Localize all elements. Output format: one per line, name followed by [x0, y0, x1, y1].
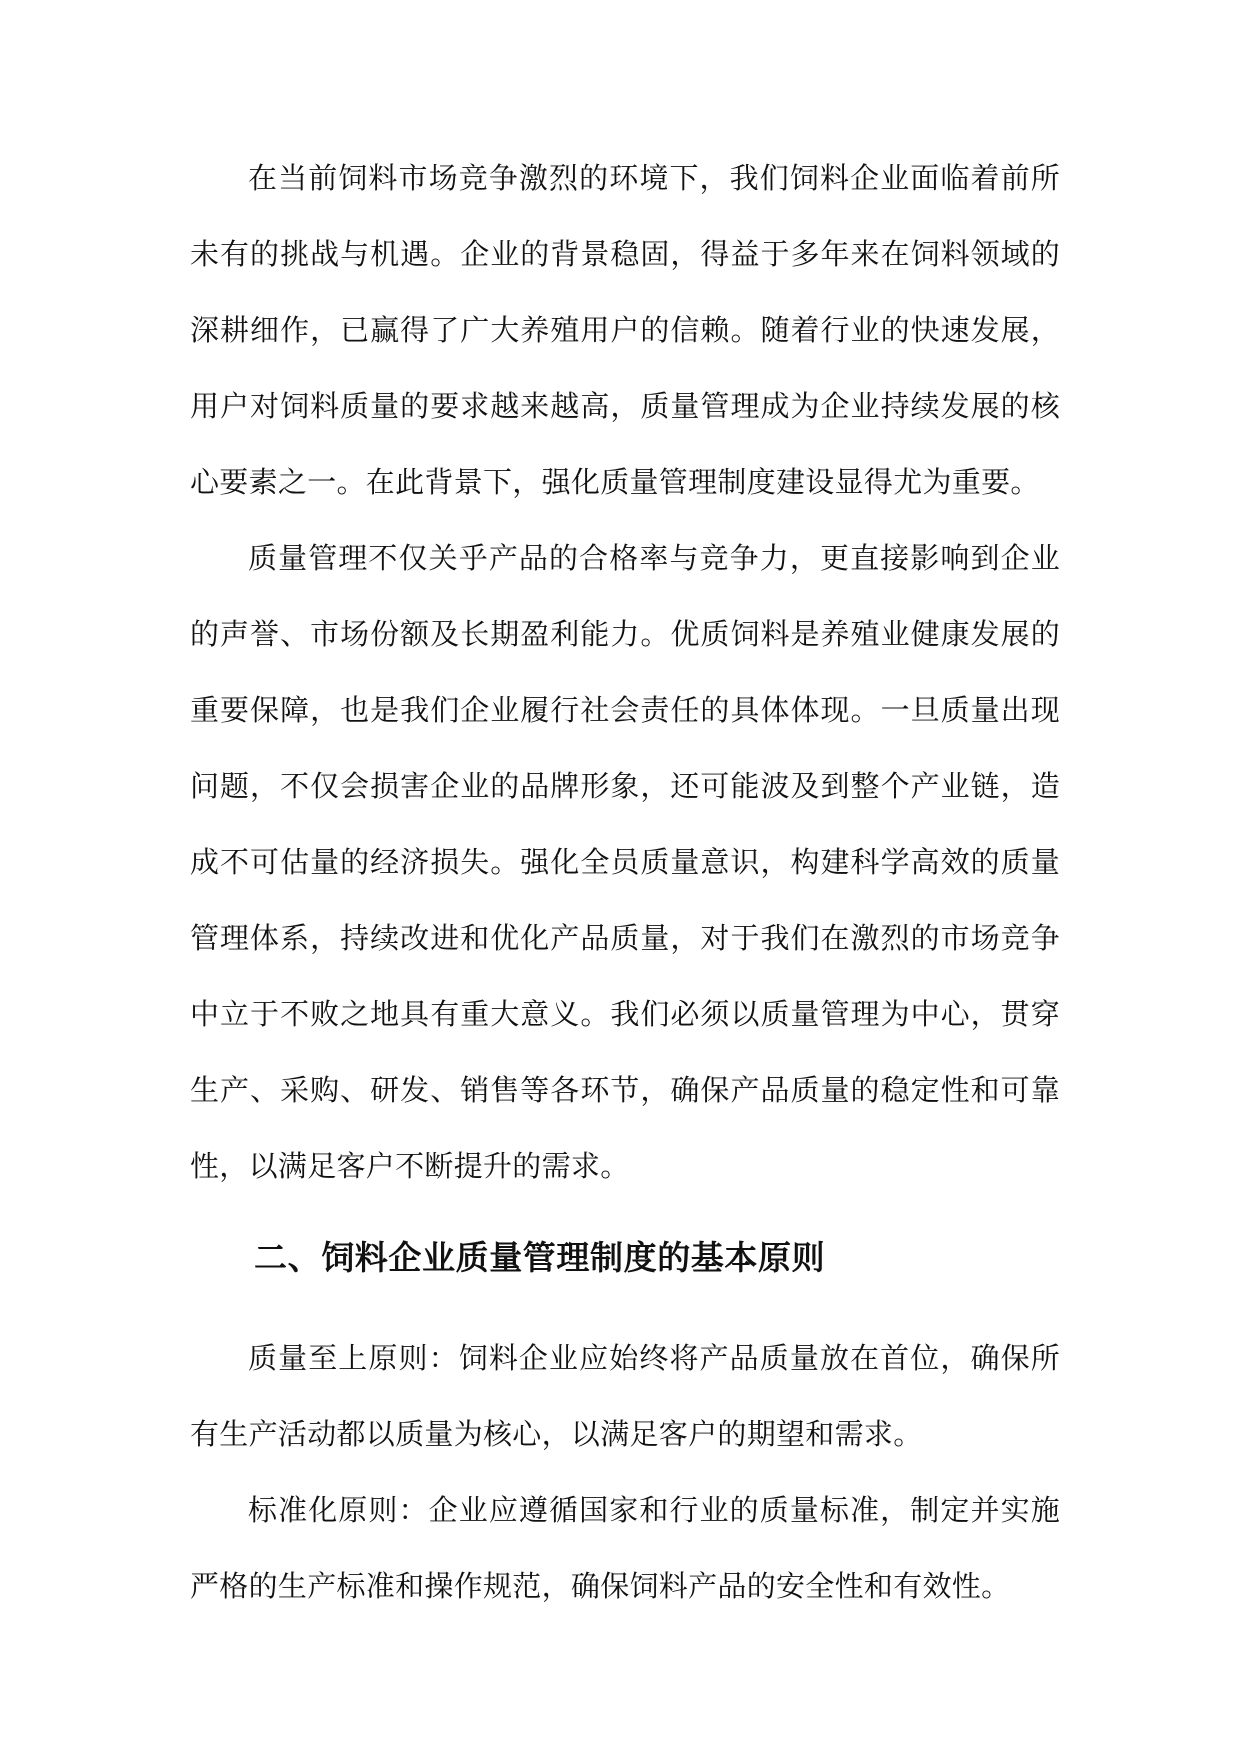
body-paragraph: 质量至上原则：饲料企业应始终将产品质量放在首位，确保所有生产活动都以质量为核心，以满足客户的期望和需求。	[190, 1341, 1060, 1451]
body-paragraph: 质量管理不仅关乎产品的合格率与竞争力，更直接影响到企业的声誉、市场份额及长期盈利能力。优质饲料是养殖业健康发展的重要保障，也是我们企业履行社会责任的具体体现。一旦质量出现问题，不仅会损害企业的品牌形象，还可能波及到整个产业链，造成不可估量的经济损失。强化全员质量意识，构建科学高效的质量管理体系，持续改进和优化产品质量，对于我们在激烈的市场竞争中立于不败之地具有重大意义。我们必须以质量管理为中心，贯穿生产、采购、研发、销售等各环节，确保产品质量的稳定性和可靠性，以满足客户不断提升的需求。	[190, 541, 1060, 1183]
document-body	[190, 140, 1060, 1624]
section-heading: 二、饲料企业质量管理制度的基本原则	[254, 1238, 826, 1277]
body-paragraph: 标准化原则：企业应遵循国家和行业的质量标准，制定并实施严格的生产标准和操作规范，确保饲料产品的安全性和有效性。	[190, 1493, 1060, 1603]
body-paragraph: 在当前饲料市场竞争激烈的环境下，我们饲料企业面临着前所未有的挑战与机遇。企业的背景稳固，得益于多年来在饲料领域的深耕细作，已赢得了广大养殖用户的信赖。随着行业的快速发展，用户对饲料质量的要求越来越高，质量管理成为企业持续发展的核心要素之一。在此背景下，强化质量管理制度建设显得尤为重要。	[190, 161, 1060, 499]
